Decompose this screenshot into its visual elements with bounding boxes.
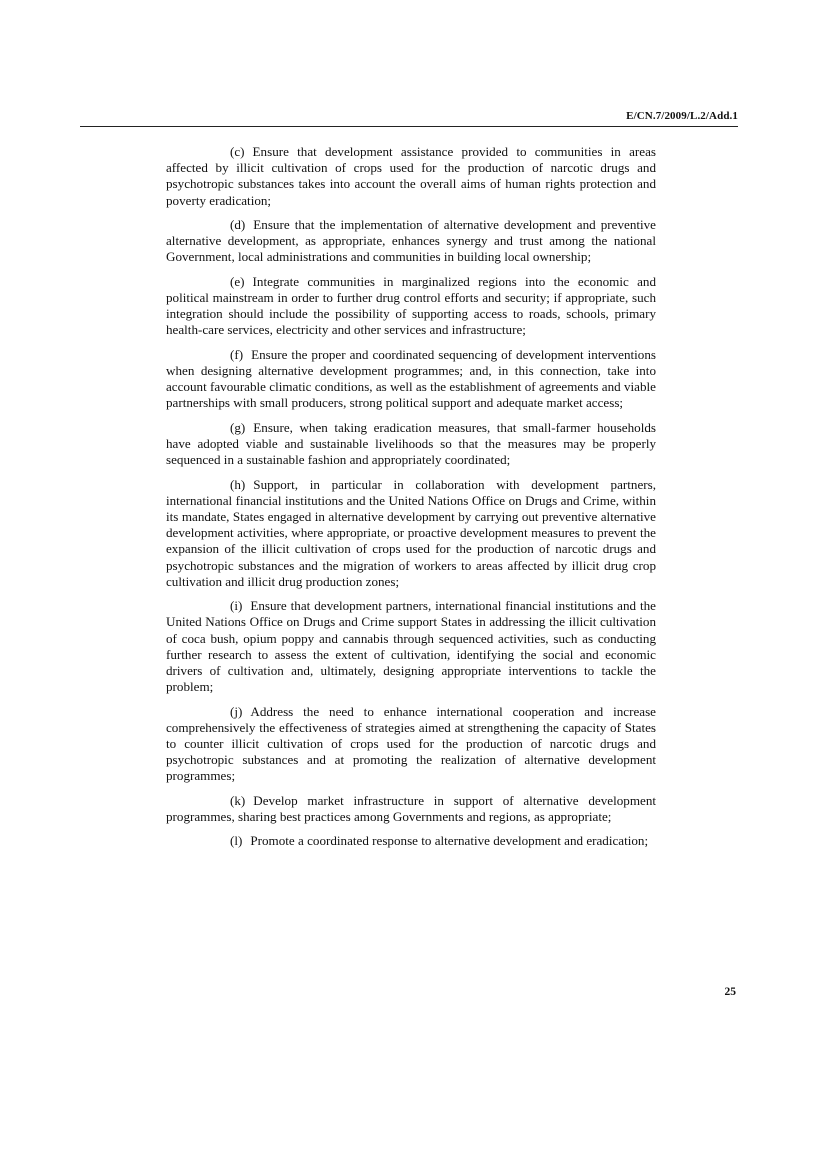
paragraph-label: (c) xyxy=(230,144,245,159)
paragraph-k xyxy=(166,793,656,825)
paragraph-text: Ensure that development assistance provided to communities in areas affected by illicit cultivation of crops used for the production of narcotic drugs and psychotropic substances takes into account the overall aims of human rights protection and poverty eradication; xyxy=(166,144,656,208)
paragraph-label: (l) xyxy=(230,833,243,849)
document-body xyxy=(166,144,656,858)
paragraph-i xyxy=(166,598,656,695)
header-divider xyxy=(80,126,738,127)
paragraph-label: (h) xyxy=(230,476,246,492)
paragraph-text: Integrate communities in marginalized regions into the economic and political mainstream in order to further drug control efforts and security; if appropriate, such integration should include the possibility of supporting access to roads, schools, primary health-care services, electricity and other services and infrastructure; xyxy=(166,273,656,338)
document-symbol: E/CN.7/2009/L.2/Add.1 xyxy=(626,110,738,122)
paragraph-label: (g) xyxy=(230,419,246,435)
paragraph-text: Ensure the proper and coordinated sequencing of development interventions when designing alternative development programmes; and, in this connection, take into account favourable climatic conditions, as well as the establishment of agreements and viable partnerships with small producers, strong political support and adequate market access; xyxy=(166,346,656,411)
paragraph-g xyxy=(166,420,656,469)
paragraph-label: (i) xyxy=(230,598,243,614)
paragraph-text: Ensure, when taking eradication measures, that small-farmer households have adopted viable and sustainable livelihoods so that the measures may be properly sequenced in a sustainable fashion and appropriately coordinated; xyxy=(166,419,656,468)
paragraph-text: Develop market infrastructure in support of alternative development programmes, sharing best practices among Governments and regions, as appropriate; xyxy=(166,792,656,825)
paragraph-c xyxy=(166,144,656,209)
paragraph-l xyxy=(166,833,656,849)
paragraph-f xyxy=(166,347,656,412)
paragraph-text: Address the need to enhance international cooperation and increase comprehensively the effectiveness of strategies aimed at strengthening the capacity of States to counter illicit cultivation of crops used for the production of narcotic drugs and psychotropic substances and at promoting the realization of alternative development programmes; xyxy=(166,703,656,784)
paragraph-j xyxy=(166,704,656,785)
paragraph-label: (d) xyxy=(230,217,246,232)
paragraph-text: Ensure that the implementation of alternative development and preventive alternative development, as appropriate, enhances synergy and trust among the national Government, local administrations and communities in building local ownership; xyxy=(166,217,656,265)
paragraph-e xyxy=(166,274,656,339)
paragraph-label: (k) xyxy=(230,792,246,808)
page-number: 25 xyxy=(724,986,736,998)
paragraph-text: Support, in particular in collaboration with development partners, international financial institutions and the United Nations Office on Drugs and Crime, within its mandate, States engaged in alternative development by carrying out preventive alternative development activities, where appropriate, or proactive development measures to prevent the expansion of the illicit cultivation of crops used for the production of narcotic drugs and psychotropic substances and the migration of workers to areas affected by illicit drug crop cultivation and illicit drug production zones; xyxy=(166,476,656,589)
paragraph-label: (j) xyxy=(230,703,243,719)
paragraph-h xyxy=(166,477,656,590)
paragraph-label: (e) xyxy=(230,273,245,289)
paragraph-text: Promote a coordinated response to alternative development and eradication; xyxy=(250,833,649,849)
paragraph-label: (f) xyxy=(230,346,244,362)
paragraph-d xyxy=(166,217,656,266)
paragraph-text: Ensure that development partners, international financial institutions and the United Nations Office on Drugs and Crime support States in addressing the illicit cultivation of coca bush, opium poppy and cannabis through sequenced activities, such as conducting further research to assess the extent of cultivation, identifying the social and economic drivers of cultivation and, ultimately, designing appropriate interventions to tackle the problem; xyxy=(166,598,656,695)
